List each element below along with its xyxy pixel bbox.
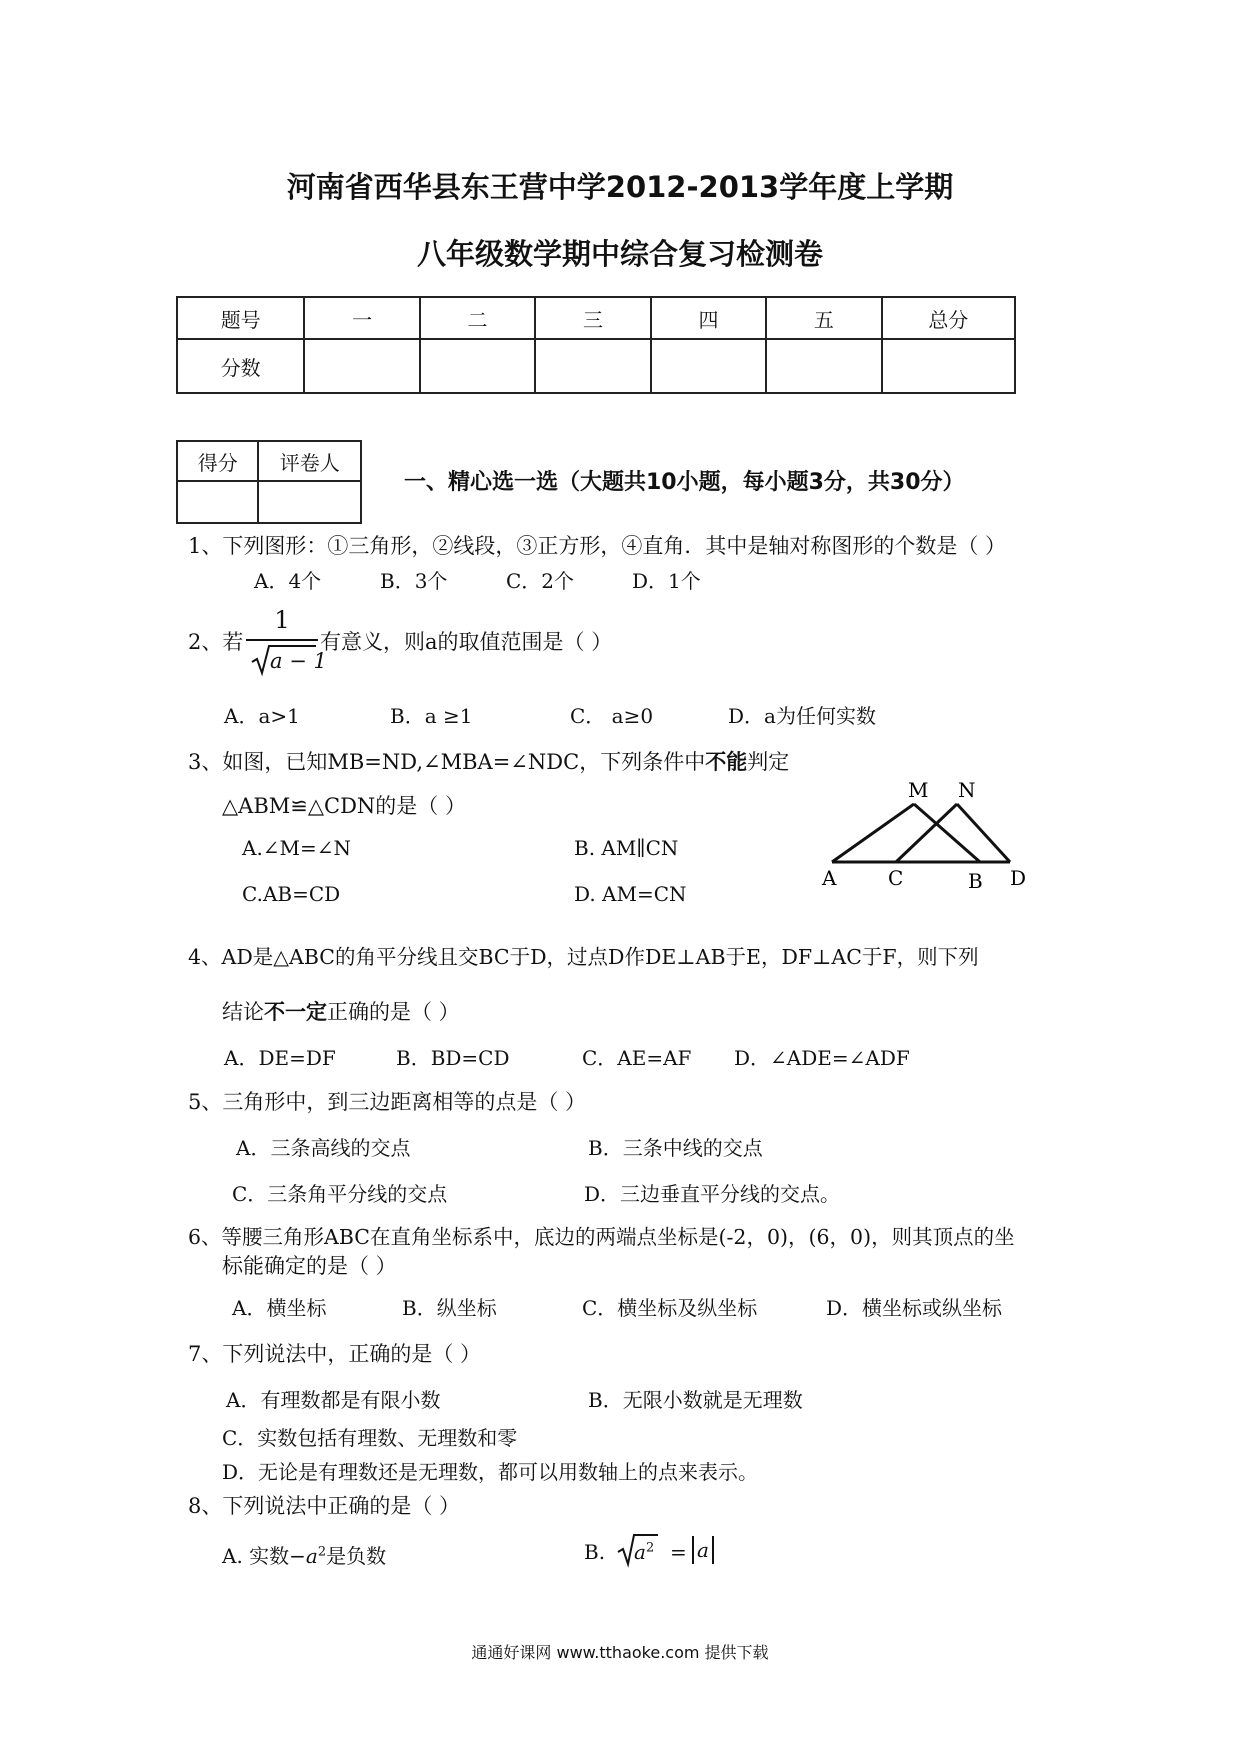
score-cell[interactable] xyxy=(766,339,881,393)
grader-score-label: 得分 xyxy=(177,441,258,481)
grader-name-label: 评卷人 xyxy=(258,441,361,481)
page-footer: 通通好课网 www.tthaoke.com 提供下载 xyxy=(471,1643,769,1662)
score-table-row-label: 分数 xyxy=(177,339,304,393)
score-table-header-cell: 一 xyxy=(304,297,419,339)
label-b: B xyxy=(968,869,983,893)
label-d: D xyxy=(1010,866,1027,890)
score-cell[interactable] xyxy=(651,339,766,393)
q2-radicand: a − 1 xyxy=(270,649,327,673)
segment-nd xyxy=(957,804,1010,862)
q3-stem-emphasis: 不能 xyxy=(705,749,748,774)
q8-option-a xyxy=(222,1540,386,1569)
q5-option-d: D．三边垂直平分线的交点。 xyxy=(584,1182,841,1206)
q2-option-a: A．a>1 xyxy=(224,704,300,728)
q1-option-b: B．3个 xyxy=(380,569,448,593)
q6-stem: 6、等腰三角形ABC在直角坐标系中，底边的两端点坐标是(-2，0)，(6，0)，则其顶点的坐 xyxy=(188,1225,1015,1249)
q6-stem-line2: 标能确定的是（ ） xyxy=(222,1254,397,1278)
q8-option-a-suffix: 是负数 xyxy=(326,1544,387,1568)
q4-option-b: B．BD=CD xyxy=(396,1046,510,1070)
q4-option-a: A．DE=DF xyxy=(224,1046,336,1070)
q4-stem: 4、AD是△ABC的角平分线且交BC于D，过点D作DE⊥AB于E，DF⊥AC于F，则下列 xyxy=(188,945,979,969)
q2-numerator: 1 xyxy=(274,606,290,634)
q3-stem-part2: 判定 xyxy=(747,750,790,774)
score-table-header-cell: 四 xyxy=(651,297,766,339)
q8-option-b-var: a xyxy=(634,1540,646,1564)
label-a: A xyxy=(822,866,837,890)
q5-option-c: C．三条角平分线的交点 xyxy=(232,1182,448,1206)
q3-stem-part1: 3、如图，已知MB=ND,∠MBA=∠NDC，下列条件中 xyxy=(188,750,706,774)
q1-option-d: D．1个 xyxy=(632,569,701,593)
q4-stem-emphasis: 不一定 xyxy=(264,999,327,1024)
score-table-header-cell: 总分 xyxy=(882,297,1015,339)
grader-box xyxy=(176,440,362,524)
score-table-header-cell: 二 xyxy=(420,297,535,339)
q7-option-d: D．无论是有理数还是无理数，都可以用数轴上的点来表示。 xyxy=(222,1460,759,1484)
q2-option-b: B．a ≥1 xyxy=(390,704,473,728)
q8-option-b-prefix: B. xyxy=(584,1540,606,1564)
q8-option-b-exp: 2 xyxy=(645,1540,655,1556)
q4-stem-part1: 结论 xyxy=(222,1000,264,1024)
q8-option-b-equals: = xyxy=(670,1540,687,1564)
q7-option-b: B．无限小数就是无理数 xyxy=(588,1388,803,1412)
q3-option-a: A.∠M=∠N xyxy=(242,836,352,860)
q4-stem-part2: 正确的是（ ） xyxy=(327,1000,460,1024)
q6-option-c: C．横坐标及纵坐标 xyxy=(582,1296,758,1320)
q8-option-a-prefix: A. 实数− xyxy=(222,1544,306,1568)
q5-stem: 5、三角形中，到三边距离相等的点是（ ） xyxy=(188,1090,587,1114)
q8-option-a-exp: 2 xyxy=(317,1544,327,1560)
fraction-bar xyxy=(246,639,318,641)
q2-suffix: 有意义，则a的取值范围是（ ） xyxy=(320,630,613,654)
q3-option-d: D. AM=CN xyxy=(574,882,687,906)
q2-option-d: D．a为任何实数 xyxy=(728,704,876,728)
q5-option-b: B．三条中线的交点 xyxy=(588,1136,763,1160)
q1-option-c: C．2个 xyxy=(506,569,575,593)
score-cell[interactable] xyxy=(535,339,650,393)
q7-option-c: C．实数包括有理数、无理数和零 xyxy=(222,1426,518,1450)
grader-name-cell[interactable] xyxy=(258,481,361,523)
segment-am xyxy=(832,804,914,862)
q3-option-b: B. AM∥CN xyxy=(574,836,679,860)
score-table xyxy=(176,296,1016,394)
q3-stem xyxy=(188,746,789,776)
exam-title-line2: 八年级数学期中综合复习检测卷 xyxy=(416,237,823,271)
score-cell[interactable] xyxy=(304,339,419,393)
q2-prefix: 2、若 xyxy=(188,630,244,654)
q2-option-c: C． a≥0 xyxy=(570,704,654,728)
q8-option-b-expr xyxy=(634,1540,654,1564)
grader-score-cell[interactable] xyxy=(177,481,258,523)
q8-option-b-abs xyxy=(692,1536,714,1564)
q4-option-d: D．∠ADE=∠ADF xyxy=(734,1046,910,1070)
q6-option-d: D．横坐标或纵坐标 xyxy=(826,1296,1003,1320)
q2-fraction xyxy=(246,606,327,678)
label-c: C xyxy=(888,866,904,890)
label-n: N xyxy=(958,778,976,802)
q1-option-a: A．4个 xyxy=(254,569,322,593)
q7-stem: 7、下列说法中，正确的是（ ） xyxy=(188,1342,482,1366)
score-cell[interactable] xyxy=(420,339,535,393)
triangle-figure xyxy=(810,770,1040,900)
q4-stem-line2 xyxy=(222,996,460,1026)
q4-option-c: C．AE=AF xyxy=(582,1046,692,1070)
q6-option-a: A．横坐标 xyxy=(232,1296,327,1320)
score-table-header-cell: 题号 xyxy=(177,297,304,339)
q1-stem: 1、下列图形：①三角形，②线段，③正方形，④直角．其中是轴对称图形的个数是（ ） xyxy=(188,534,1007,558)
q5-option-a: A．三条高线的交点 xyxy=(236,1136,411,1160)
score-cell[interactable] xyxy=(882,339,1015,393)
q3-stem-line2: △ABM≌△CDN的是（ ） xyxy=(222,794,466,818)
q8-option-a-var: a xyxy=(305,1544,318,1568)
label-m: M xyxy=(908,778,929,802)
q7-option-a: A．有理数都是有限小数 xyxy=(226,1388,441,1412)
section-1-title: 一、精心选一选（大题共10小题，每小题3分，共30分） xyxy=(404,470,965,495)
q8-option-b-abs-var: a xyxy=(697,1538,709,1562)
score-table-header-cell: 三 xyxy=(535,297,650,339)
q8-stem: 8、下列说法中正确的是（ ） xyxy=(188,1494,461,1518)
score-table-header-cell: 五 xyxy=(766,297,881,339)
q6-option-b: B．纵坐标 xyxy=(402,1296,497,1320)
exam-title-line1: 河南省西华县东王营中学2012-2013学年度上学期 xyxy=(286,170,954,204)
q3-option-c: C.AB=CD xyxy=(242,882,341,906)
